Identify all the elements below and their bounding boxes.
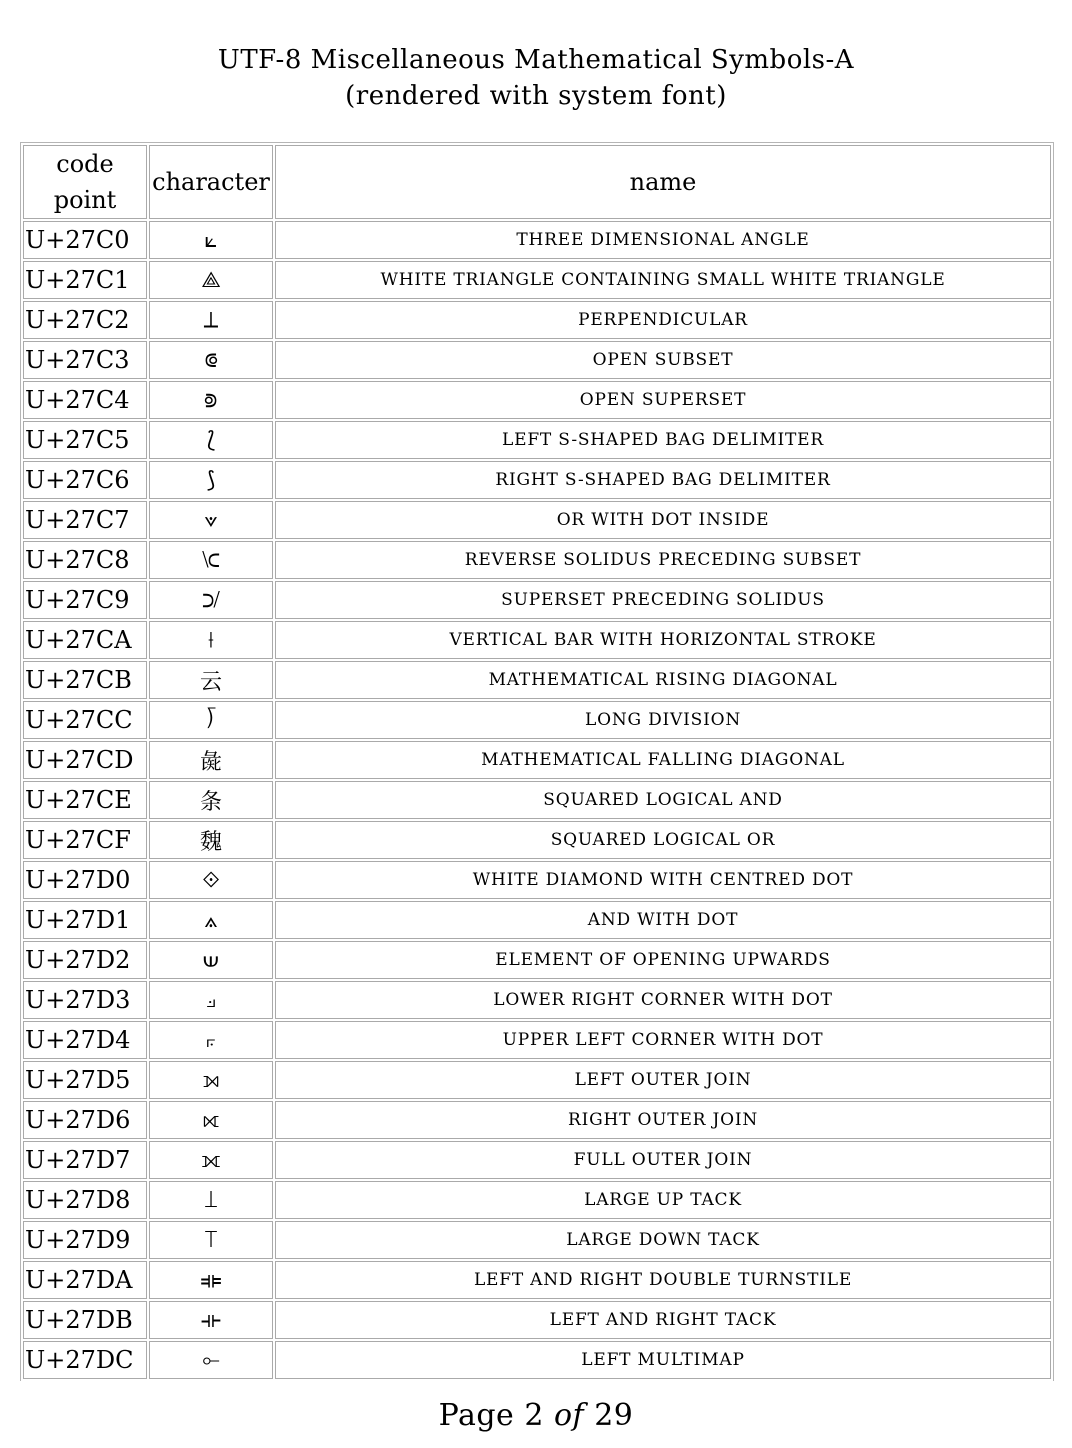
code-point-cell: U+27CD <box>23 741 147 779</box>
table-row <box>23 1141 1051 1179</box>
table-row <box>23 421 1051 459</box>
name-cell: LARGE DOWN TACK <box>275 1221 1051 1259</box>
table-row <box>23 1061 1051 1099</box>
table-row <box>23 941 1051 979</box>
character-cell: ⟁ <box>149 261 273 299</box>
code-point-cell: U+27C4 <box>23 381 147 419</box>
code-point-cell: U+27C2 <box>23 301 147 339</box>
character-cell: ⟒ <box>149 941 273 979</box>
character-cell: ⟙ <box>149 1221 273 1259</box>
name-cell: OPEN SUBSET <box>275 341 1051 379</box>
name-cell: OPEN SUPERSET <box>275 381 1051 419</box>
table-row <box>23 1301 1051 1339</box>
code-point-cell: U+27D6 <box>23 1101 147 1139</box>
code-point-cell: U+27DA <box>23 1261 147 1299</box>
character-cell: ⟔ <box>149 1021 273 1059</box>
header-character: character <box>149 145 273 219</box>
character-cell: ⟘ <box>149 1181 273 1219</box>
character-cell: ⟃ <box>149 341 273 379</box>
character-cell: ⟀ <box>149 221 273 259</box>
character-cell: 彘 <box>149 741 273 779</box>
page-total: 29 <box>594 1398 634 1433</box>
character-cell: ⟅ <box>149 421 273 459</box>
character-cell: ⟖ <box>149 1101 273 1139</box>
name-cell: OR WITH DOT INSIDE <box>275 501 1051 539</box>
code-point-cell: U+27D5 <box>23 1061 147 1099</box>
table-row <box>23 541 1051 579</box>
character-cell: ⟄ <box>149 381 273 419</box>
code-point-cell: U+27D4 <box>23 1021 147 1059</box>
character-cell: ⟚ <box>149 1261 273 1299</box>
table-row <box>23 301 1051 339</box>
table-row <box>23 1341 1051 1379</box>
table-row <box>23 501 1051 539</box>
title-line-2: (rendered with system font) <box>345 81 727 111</box>
name-cell: LEFT S-SHAPED BAG DELIMITER <box>275 421 1051 459</box>
name-cell: FULL OUTER JOIN <box>275 1141 1051 1179</box>
name-cell: THREE DIMENSIONAL ANGLE <box>275 221 1051 259</box>
character-cell: ⟐ <box>149 861 273 899</box>
table-row <box>23 781 1051 819</box>
character-cell: ⟛ <box>149 1301 273 1339</box>
character-cell: ⟗ <box>149 1141 273 1179</box>
code-point-cell: U+27C7 <box>23 501 147 539</box>
name-cell: MATHEMATICAL FALLING DIAGONAL <box>275 741 1051 779</box>
table-row <box>23 621 1051 659</box>
code-point-cell: U+27C5 <box>23 421 147 459</box>
character-cell: 云 <box>149 661 273 699</box>
code-point-cell: U+27C1 <box>23 261 147 299</box>
table-row <box>23 381 1051 419</box>
table-row <box>23 1021 1051 1059</box>
name-cell: VERTICAL BAR WITH HORIZONTAL STROKE <box>275 621 1051 659</box>
name-cell: AND WITH DOT <box>275 901 1051 939</box>
name-cell: LARGE UP TACK <box>275 1181 1051 1219</box>
code-point-cell: U+27C6 <box>23 461 147 499</box>
page-of-word: of <box>553 1398 585 1433</box>
name-cell: LEFT AND RIGHT TACK <box>275 1301 1051 1339</box>
character-cell: ⟌ <box>149 701 273 739</box>
table-row <box>23 461 1051 499</box>
name-cell: LEFT AND RIGHT DOUBLE TURNSTILE <box>275 1261 1051 1299</box>
code-point-cell: U+27D7 <box>23 1141 147 1179</box>
code-point-cell: U+27D2 <box>23 941 147 979</box>
table-row <box>23 261 1051 299</box>
name-cell: WHITE DIAMOND WITH CENTRED DOT <box>275 861 1051 899</box>
character-cell: 条 <box>149 781 273 819</box>
name-cell: RIGHT OUTER JOIN <box>275 1101 1051 1139</box>
table-row <box>23 741 1051 779</box>
name-cell: REVERSE SOLIDUS PRECEDING SUBSET <box>275 541 1051 579</box>
character-cell: ⟈ <box>149 541 273 579</box>
character-cell: ⟜ <box>149 1341 273 1379</box>
table-row <box>23 821 1051 859</box>
code-point-cell: U+27D0 <box>23 861 147 899</box>
code-point-cell: U+27C9 <box>23 581 147 619</box>
code-point-cell: U+27D3 <box>23 981 147 1019</box>
code-point-cell: U+27C0 <box>23 221 147 259</box>
code-point-cell: U+27CE <box>23 781 147 819</box>
code-point-cell: U+27D8 <box>23 1181 147 1219</box>
character-cell: ⟓ <box>149 981 273 1019</box>
name-cell: SQUARED LOGICAL AND <box>275 781 1051 819</box>
page-title <box>0 42 1072 114</box>
symbols-table <box>21 143 1053 1381</box>
table-row <box>23 221 1051 259</box>
name-cell: LEFT MULTIMAP <box>275 1341 1051 1379</box>
header-code-point: code point <box>23 145 147 219</box>
code-point-cell: U+27D9 <box>23 1221 147 1259</box>
name-cell: SQUARED LOGICAL OR <box>275 821 1051 859</box>
name-cell: LEFT OUTER JOIN <box>275 1061 1051 1099</box>
table-row <box>23 701 1051 739</box>
page-word: Page <box>438 1398 515 1433</box>
name-cell: SUPERSET PRECEDING SOLIDUS <box>275 581 1051 619</box>
table-row <box>23 1261 1051 1299</box>
name-cell: LONG DIVISION <box>275 701 1051 739</box>
code-point-cell: U+27CA <box>23 621 147 659</box>
character-cell: ⟂ <box>149 301 273 339</box>
name-cell: LOWER RIGHT CORNER WITH DOT <box>275 981 1051 1019</box>
name-cell: ELEMENT OF OPENING UPWARDS <box>275 941 1051 979</box>
code-point-cell: U+27CB <box>23 661 147 699</box>
character-cell: ⟕ <box>149 1061 273 1099</box>
page-footer <box>0 1398 1072 1433</box>
table-row <box>23 861 1051 899</box>
table-row <box>23 1221 1051 1259</box>
character-cell: ⟊ <box>149 621 273 659</box>
name-cell: WHITE TRIANGLE CONTAINING SMALL WHITE TRIANGLE <box>275 261 1051 299</box>
table-row <box>23 1181 1051 1219</box>
code-point-cell: U+27DC <box>23 1341 147 1379</box>
name-cell: PERPENDICULAR <box>275 301 1051 339</box>
table-row <box>23 901 1051 939</box>
code-point-cell: U+27DB <box>23 1301 147 1339</box>
character-cell: ⟉ <box>149 581 273 619</box>
page-current: 2 <box>524 1398 544 1433</box>
code-point-cell: U+27CC <box>23 701 147 739</box>
character-cell: ⟑ <box>149 901 273 939</box>
table-row <box>23 661 1051 699</box>
name-cell: RIGHT S-SHAPED BAG DELIMITER <box>275 461 1051 499</box>
code-point-cell: U+27C8 <box>23 541 147 579</box>
name-cell: MATHEMATICAL RISING DIAGONAL <box>275 661 1051 699</box>
table-row <box>23 581 1051 619</box>
name-cell: UPPER LEFT CORNER WITH DOT <box>275 1021 1051 1059</box>
table-header-row <box>23 145 1051 219</box>
character-cell: ⟆ <box>149 461 273 499</box>
symbols-table-frame <box>20 142 1054 1381</box>
code-point-cell: U+27CF <box>23 821 147 859</box>
character-cell: ⟇ <box>149 501 273 539</box>
header-name: name <box>275 145 1051 219</box>
table-row <box>23 1101 1051 1139</box>
table-row <box>23 341 1051 379</box>
table-body <box>23 221 1051 1379</box>
code-point-cell: U+27D1 <box>23 901 147 939</box>
character-cell: 魏 <box>149 821 273 859</box>
table-row <box>23 981 1051 1019</box>
code-point-cell: U+27C3 <box>23 341 147 379</box>
title-line-1: UTF-8 Miscellaneous Mathematical Symbols-A <box>217 45 855 75</box>
